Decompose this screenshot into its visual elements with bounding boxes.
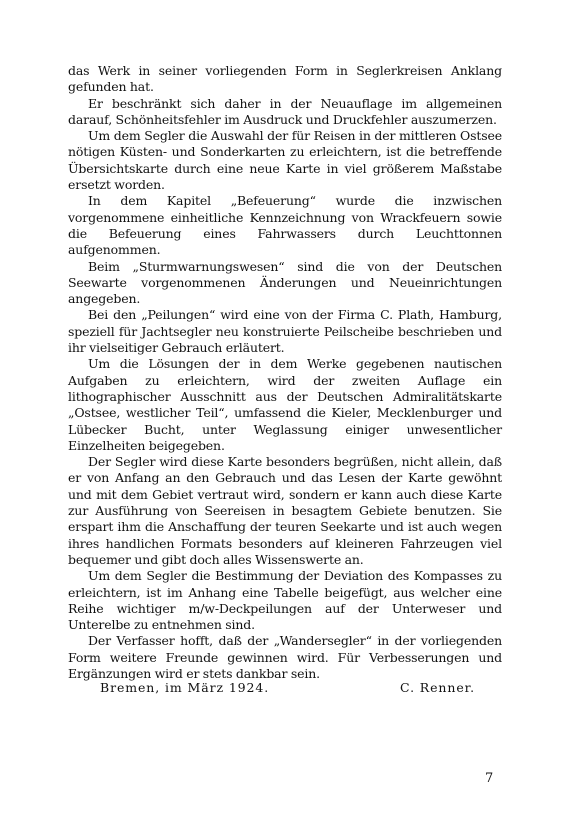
place-date: Bremen, im März 1924. <box>100 680 270 695</box>
paragraph: Beim „Sturmwarnungswesen“ sind die von der Deutschen Seewarte vorgenommenen Änderungen und Neueinrichtungen angegeben. <box>68 258 502 307</box>
paragraph: Bei den „Peilungen“ wird eine von der Firma C. Plath, Hamburg, speziell für Jachtsegler neu konstruierte Peilscheibe beschrieben und ihr vielseitiger Gebrauch erläutert. <box>68 307 502 356</box>
paragraph: Er beschränkt sich daher in der Neuauflage im allgemeinen darauf, Schönheitsfehler im Ausdruck und Druckfehler auszumerzen. <box>68 95 502 127</box>
page-number: 7 <box>485 771 494 786</box>
body-text <box>68 63 502 682</box>
paragraph: Um dem Segler die Bestimmung der Deviation des Kompasses zu erleichtern, ist im Anhang eine Tabelle beigefügt, aus welcher eine Reihe wichtiger m/w-Deckpeilungen auf der Unterweser und Unterelbe zu entnehmen sind. <box>68 568 502 633</box>
paragraph: das Werk in seiner vorliegenden Form in Seglerkreisen Anklang gefunden hat. <box>68 63 502 95</box>
paragraph: In dem Kapitel „Befeuerung“ wurde die inzwischen vorgenommene einheitliche Kennzeichnung von Wrackfeuern sowie die Befeuerung eines Fahrwassers durch Leuchttonnen aufgenommen. <box>68 193 502 258</box>
author-name: C. Renner. <box>400 680 475 695</box>
paragraph: Der Segler wird diese Karte besonders begrüßen, nicht allein, daß er von Anfang an den Gebrauch und das Lesen der Karte gewöhnt und mit dem Gebiet vertraut wird, sondern er kann auch diese Karte zur Ausführung von Seereisen in besagtem Gebiete benutzen. Sie erspart ihm die Anschaffung der teuren Seekarte und ist auch wegen ihres handlichen Formats besonders auf kleineren Fahrzeugen viel bequemer und gibt doch alles Wissenswerte an. <box>68 454 502 567</box>
signature-line <box>100 680 475 695</box>
paragraph: Um die Lösungen der in dem Werke gegebenen nautischen Aufgaben zu erleichtern, wird der zweiten Auflage ein lithographischer Ausschnitt aus der Deutschen Admiralitätskarte „Ostsee, westlicher Teil“, umfassend die Kieler, Mecklenburger und Lübecker Bucht, unter Weglassung einiger unwesentlicher Einzelheiten beigegeben. <box>68 356 502 453</box>
paragraph: Um dem Segler die Auswahl der für Reisen in der mittleren Ostsee nötigen Küsten- und Sonderkarten zu erleichtern, ist die betreffende Übersichtskarte durch eine neue Karte in viel größerem Maßstabe ersetzt worden. <box>68 128 502 193</box>
paragraph: Der Verfasser hofft, daß der „Wandersegler“ in der vorliegenden Form weitere Freunde gewinnen wird. Für Verbesserungen und Ergänzungen wird er stets dankbar sein. <box>68 633 502 681</box>
